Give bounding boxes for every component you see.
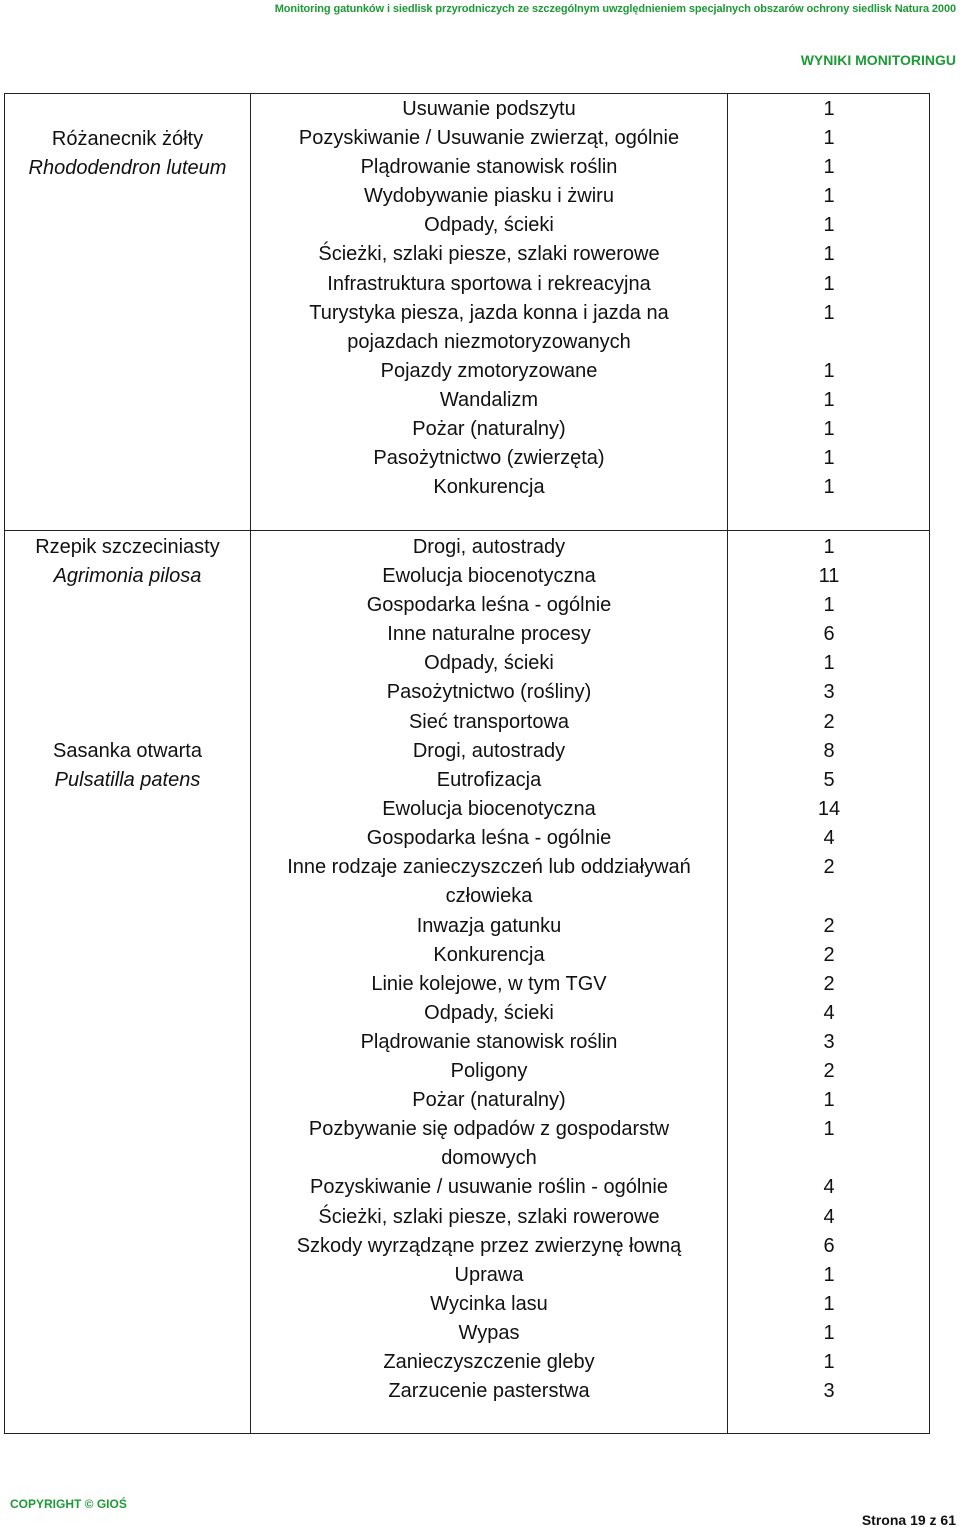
section-title: WYNIKI MONITORINGU [800, 52, 956, 68]
threat-count: 6 [823, 1234, 835, 1257]
value-list [728, 95, 930, 502]
threat-name: Infrastruktura sportowa i rekreacyjna [327, 272, 651, 295]
threat-count: 1 [823, 359, 835, 382]
threat-count: 8 [823, 740, 835, 762]
threat-count [728, 882, 930, 911]
threat-count: 4 [823, 1001, 835, 1024]
threat-count: 1 [823, 98, 835, 120]
threat-name: Pożar (naturalny) [412, 418, 566, 441]
threat-name: Drogi, autostrady [412, 740, 566, 762]
species-polish-name: Rzepik szczeciniasty [35, 536, 220, 558]
threat-name: Ewolucja biocenotyczna [382, 565, 596, 588]
species-latin-name: Pulsatilla patens [54, 769, 201, 791]
threat-count: 1 [823, 388, 835, 411]
threat-count: 1 [823, 418, 835, 441]
threat-name: Pozbywanie się odpadów z gospodarstw [308, 1118, 670, 1141]
threat-count: 1 [823, 243, 835, 266]
threat-count: 1 [823, 447, 835, 470]
threat-name: Wydobywanie piasku i żwiru [364, 185, 614, 208]
species-cell [5, 533, 250, 591]
threat-name: Inwazja gatunku [416, 914, 562, 937]
threat-count: 1 [823, 1263, 835, 1286]
threat-count [728, 328, 930, 357]
threat-count: 4 [823, 827, 835, 850]
threat-count: 5 [823, 769, 835, 792]
threat-count: 1 [823, 1089, 835, 1112]
threat-count: 1 [823, 1292, 835, 1315]
threat-count: 1 [823, 1321, 835, 1344]
threat-count: 3 [823, 681, 835, 704]
threat-name: Pasożytnictwo (rośliny) [386, 681, 592, 704]
threat-name: Turystyka piesza, jazda konna i jazda na [309, 301, 669, 324]
threat-name: Pozyskiwanie / Usuwanie zwierząt, ogólnie [298, 127, 680, 150]
threat-count: 2 [823, 1060, 835, 1083]
threat-count: 1 [823, 214, 835, 237]
document-header-title: Monitoring gatunków i siedlisk przyrodniczych ze szczególnym uwzględnieniem specjalnych obszarów ochrony siedlisk Natura 2000 [274, 3, 956, 15]
threat-count [728, 1144, 930, 1173]
threat-name: domowych [441, 1147, 537, 1170]
threat-name: Konkurencja [433, 943, 545, 966]
threat-count: 1 [823, 156, 835, 179]
threat-name: Pożar (naturalny) [412, 1089, 566, 1112]
threat-name: Pozyskiwanie / usuwanie roślin - ogólnie [310, 1176, 668, 1199]
threat-name: Odpady, ścieki [424, 652, 554, 675]
threat-name: Gospodarka leśna - ogólnie [366, 827, 612, 850]
threat-count: 1 [823, 185, 835, 208]
threat-count: 3 [823, 1030, 835, 1053]
threat-name: Odpady, ścieki [424, 1001, 554, 1024]
threat-name: Linie kolejowe, w tym TGV [371, 972, 607, 995]
threat-name: Pojazdy zmotoryzowane [380, 359, 598, 382]
threat-count: 2 [823, 710, 835, 733]
threat-count: 1 [823, 1118, 835, 1141]
threat-name: Sieć transportowa [408, 710, 570, 733]
species-cell [5, 737, 250, 795]
threat-list [251, 737, 727, 1406]
threat-list [251, 95, 727, 502]
threat-name: człowieka [445, 885, 533, 908]
threat-name: Zarzucenie pasterstwa [388, 1380, 590, 1403]
threat-count: 1 [823, 272, 835, 295]
threat-name: Uprawa [454, 1263, 524, 1286]
threat-count: 2 [823, 856, 835, 879]
threat-count: 2 [823, 972, 835, 995]
threat-count: 11 [818, 565, 840, 588]
threat-name: Wypas [458, 1321, 520, 1344]
threat-list [251, 533, 727, 737]
threat-count: 1 [823, 536, 835, 558]
threat-count: 1 [823, 594, 835, 617]
value-list [728, 737, 930, 1406]
threat-count: 1 [823, 1350, 835, 1373]
threat-name: Pasożytnictwo (zwierzęta) [373, 447, 605, 470]
threat-count: 6 [823, 623, 835, 646]
threat-count: 14 [817, 798, 841, 821]
page-number: Strona 19 z 61 [861, 1512, 956, 1527]
species-polish-name: Różanecnik żółty [51, 128, 204, 150]
threat-name: Ewolucja biocenotyczna [382, 798, 596, 821]
threat-name: Konkurencja [433, 476, 545, 499]
threat-name: Usuwanie podszytu [402, 98, 576, 120]
threat-name: Ścieżki, szlaki piesze, szlaki rowerowe [318, 243, 660, 266]
threat-name: Eutrofizacja [436, 769, 542, 792]
threat-name: Gospodarka leśna - ogólnie [366, 594, 612, 617]
threat-name: Inne rodzaje zanieczyszczeń lub oddziaływań [287, 856, 691, 879]
threat-count: 2 [823, 943, 835, 966]
copyright-notice: COPYRIGHT © GIOŚ [10, 1497, 127, 1511]
threat-name: Wandalizm [439, 388, 539, 411]
threat-count: 1 [823, 476, 835, 499]
threat-count: 4 [823, 1205, 835, 1228]
threat-name: Inne naturalne procesy [387, 623, 591, 646]
threat-name: Odpady, ścieki [424, 214, 554, 237]
threat-name: Drogi, autostrady [412, 536, 566, 558]
threat-count: 4 [823, 1176, 835, 1199]
threat-count: 1 [823, 652, 835, 675]
threat-count: 3 [823, 1380, 835, 1403]
species-cell [5, 125, 250, 183]
threats-table [4, 93, 930, 1434]
value-list [728, 533, 930, 737]
species-latin-name: Rhododendron luteum [28, 157, 227, 179]
threat-count: 1 [823, 127, 835, 150]
threat-name: Plądrowanie stanowisk roślin [360, 1030, 618, 1053]
threat-count: 2 [823, 914, 835, 937]
row-divider [5, 530, 929, 531]
species-latin-name: Agrimonia pilosa [53, 565, 202, 587]
threat-name: Ścieżki, szlaki piesze, szlaki rowerowe [318, 1205, 660, 1228]
threat-name: Poligony [450, 1060, 528, 1083]
threat-name: Wycinka lasu [430, 1292, 548, 1315]
threat-name: Zanieczyszczenie gleby [383, 1350, 595, 1373]
threat-count: 1 [823, 301, 835, 324]
threat-name: Szkody wyrządząne przez zwierzynę łowną [296, 1234, 682, 1257]
threat-name: Plądrowanie stanowisk roślin [360, 156, 618, 179]
species-polish-name: Sasanka otwarta [53, 740, 202, 762]
threat-name: pojazdach niezmotoryzowanych [347, 330, 631, 353]
